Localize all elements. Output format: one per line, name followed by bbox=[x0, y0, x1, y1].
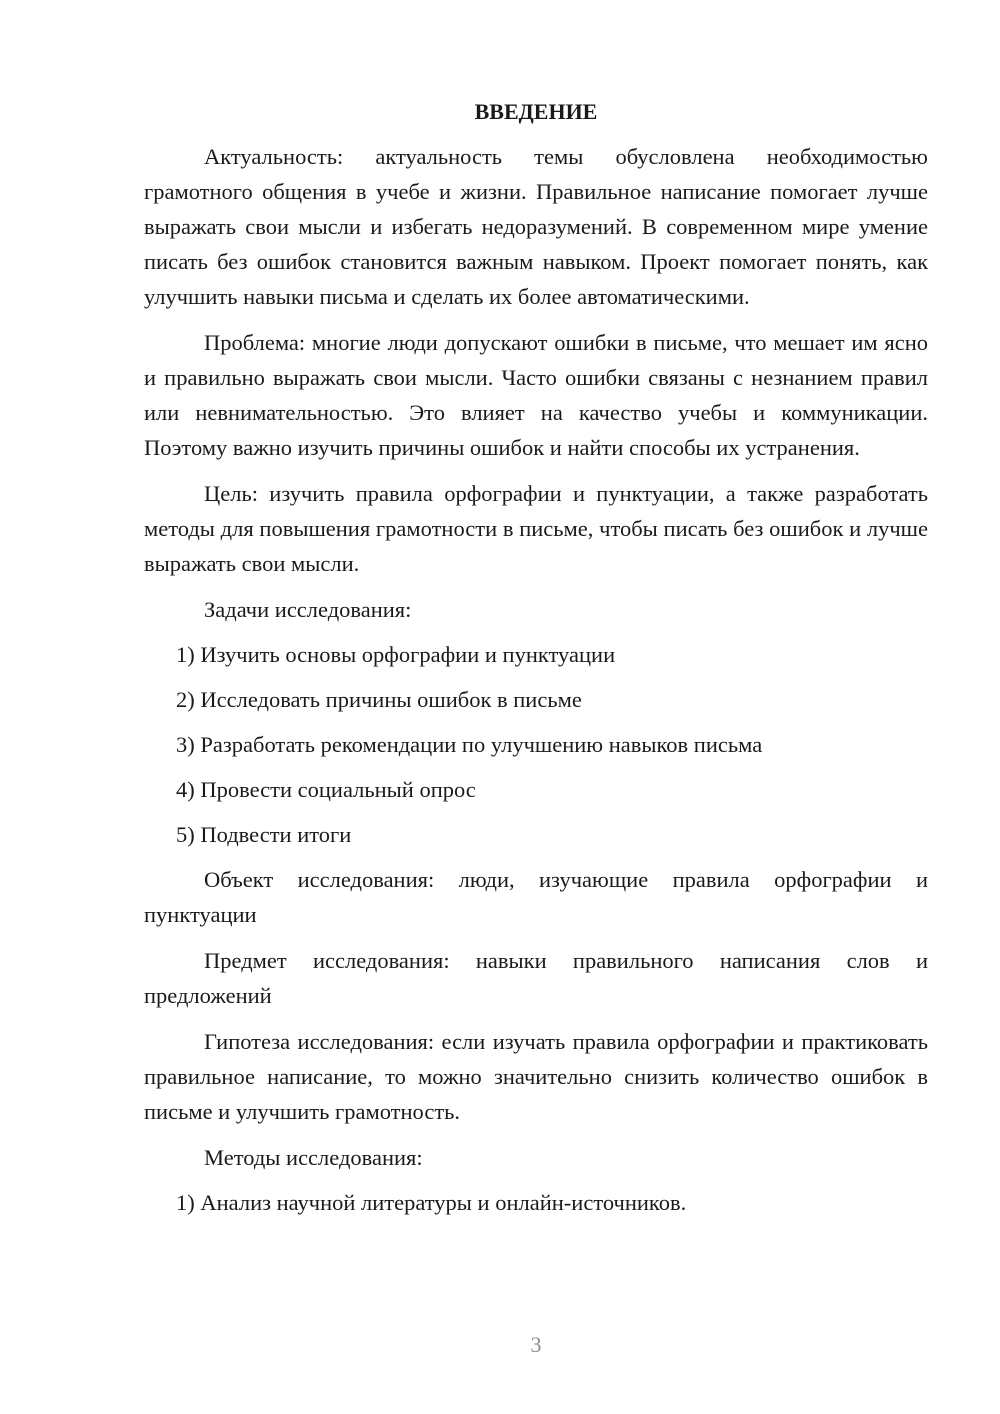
methods-list bbox=[144, 1185, 928, 1220]
page-number: 3 bbox=[530, 1332, 542, 1357]
list-item: 2) Исследовать причины ошибок в письме bbox=[176, 687, 582, 712]
subject-paragraph: Предмет исследования: навыки правильного написания слов и предложений bbox=[144, 948, 928, 1008]
goal-paragraph: Цель: изучить правила орфографии и пунктуации, а также разработать методы для повышения грамотности в письме, чтобы писать без ошибок и лучше выражать свои мысли. bbox=[144, 481, 928, 576]
tasks-label: Задачи исследования: bbox=[204, 597, 412, 622]
document-body bbox=[144, 94, 928, 1230]
list-item: 4) Провести социальный опрос bbox=[176, 777, 476, 802]
list-item: 1) Анализ научной литературы и онлайн-источников. bbox=[176, 1190, 687, 1215]
relevance-paragraph: Актуальность: актуальность темы обусловлена необходимостью грамотного общения в учебе и жизни. Правильное написание помогает лучше выражать свои мысли и избегать недоразумений. В современном мире умение писать без ошибок становится важным навыком. Проект помогает понять, как улучшить навыки письма и сделать их более автоматическими. bbox=[144, 144, 928, 309]
methods-label: Методы исследования: bbox=[204, 1145, 423, 1170]
section-heading: ВВЕДЕНИЕ bbox=[474, 99, 598, 124]
object-paragraph: Объект исследования: люди, изучающие правила орфографии и пунктуации bbox=[144, 867, 928, 927]
tasks-list bbox=[144, 637, 928, 852]
problem-paragraph: Проблема: многие люди допускают ошибки в письме, что мешает им ясно и правильно выражать свои мысли. Часто ошибки связаны с незнанием правил или невнимательностью. Это влияет на качество учебы и коммуникации. Поэтому важно изучить причины ошибок и найти способы их устранения. bbox=[144, 330, 928, 460]
list-item: 1) Изучить основы орфографии и пунктуации bbox=[176, 642, 616, 667]
list-item: 3) Разработать рекомендации по улучшению навыков письма bbox=[176, 732, 763, 757]
hypothesis-paragraph: Гипотеза исследования: если изучать правила орфографии и практиковать правильное написание, то можно значительно снизить количество ошибок в письме и улучшить грамотность. bbox=[144, 1029, 928, 1124]
list-item: 5) Подвести итоги bbox=[176, 822, 352, 847]
